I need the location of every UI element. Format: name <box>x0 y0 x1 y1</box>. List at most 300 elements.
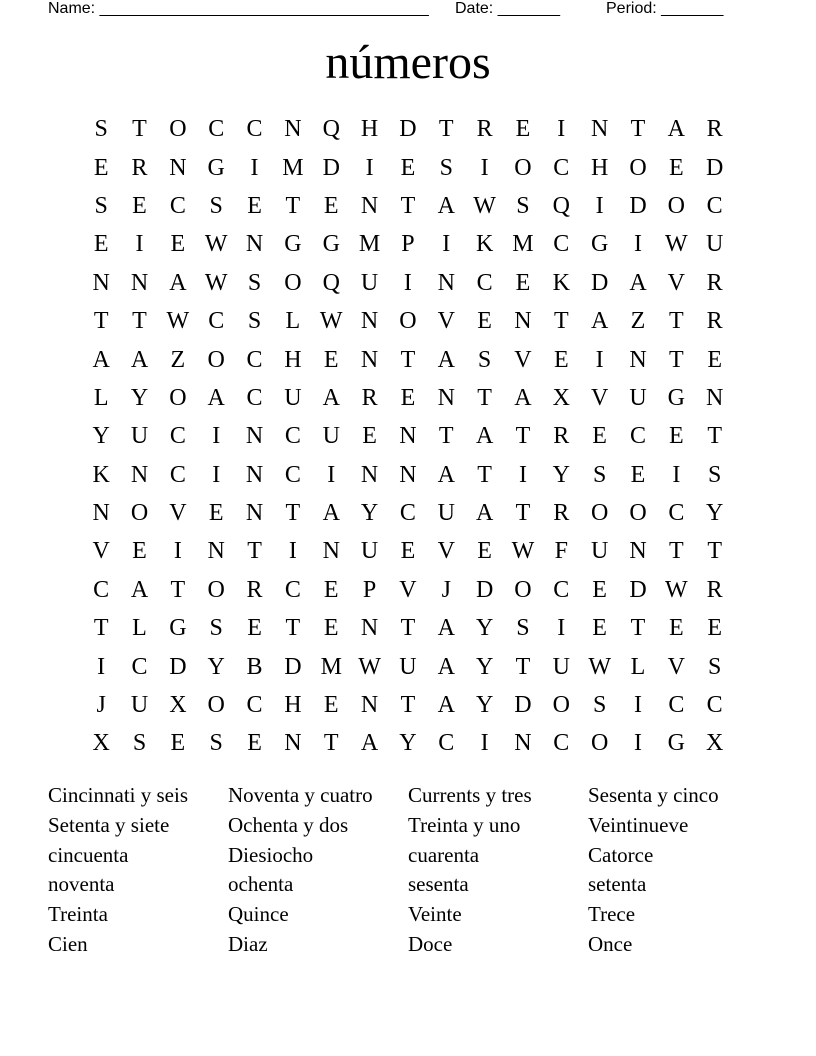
grid-letter: Y <box>475 653 494 680</box>
grid-letter: D <box>590 269 609 296</box>
grid-letter: U <box>130 692 149 719</box>
word-bank-item: Quince <box>228 902 289 927</box>
grid-letter: T <box>438 116 454 143</box>
grid-letter: S <box>209 615 223 642</box>
grid-letter: T <box>707 538 722 565</box>
period-field-label: Period: _______ <box>606 0 724 17</box>
grid-letter: V <box>667 269 685 296</box>
grid-letter: I <box>173 538 182 565</box>
grid-letter: M <box>358 231 381 258</box>
word-bank-item: Currents y tres <box>408 783 532 807</box>
grid-letter: N <box>360 461 379 488</box>
grid-letter: E <box>323 346 339 373</box>
grid-letter: C <box>246 384 263 411</box>
grid-letter: I <box>288 538 297 565</box>
grid-letter: K <box>475 231 494 258</box>
grid-row <box>82 379 734 417</box>
grid-letter: I <box>595 192 604 219</box>
grid-letter: Y <box>207 653 225 680</box>
grid-letter: C <box>246 692 263 719</box>
word-bank-item: Treinta y uno <box>408 812 521 837</box>
grid-letter: W <box>665 576 688 603</box>
grid-letter: Q <box>552 192 570 219</box>
grid-letter: V <box>590 384 609 411</box>
grid-letter: O <box>629 154 647 181</box>
word-bank-item: Ochenta y dos <box>228 812 349 837</box>
grid-letter: D <box>169 653 187 680</box>
grid-letter: C <box>284 461 301 488</box>
grid-letter: X <box>169 692 187 719</box>
grid-letter: A <box>590 308 609 335</box>
grid-letter: J <box>96 692 106 719</box>
grid-letter: H <box>590 154 609 181</box>
grid-letter: G <box>667 730 685 757</box>
grid-row <box>82 264 734 302</box>
grid-letter: Y <box>399 730 417 757</box>
word-bank-item: Trece <box>588 902 636 927</box>
grid-letter: N <box>360 192 379 219</box>
grid-letter: V <box>169 500 187 527</box>
grid-letter: T <box>323 730 339 757</box>
grid-letter: O <box>207 576 225 603</box>
grid-letter: R <box>706 116 723 143</box>
grid-letter: N <box>92 500 110 527</box>
grid-letter: M <box>282 154 304 181</box>
grid-letter: U <box>629 384 647 411</box>
grid-letter: I <box>442 231 451 258</box>
grid-letter: C <box>169 192 186 219</box>
grid-letter: A <box>437 192 455 219</box>
grid-letter: E <box>592 615 607 642</box>
grid-letter: Y <box>92 423 110 450</box>
grid-letter: E <box>247 192 262 219</box>
grid-letter: R <box>246 576 263 603</box>
grid-letter: R <box>361 384 378 411</box>
grid-letter: W <box>665 231 688 258</box>
grid-letter: N <box>322 538 340 565</box>
word-bank-item: Veintinueve <box>588 812 689 837</box>
grid-letter: U <box>130 423 149 450</box>
grid-letter: C <box>553 730 570 757</box>
grid-letter: D <box>322 154 340 181</box>
grid-letter: N <box>399 461 417 488</box>
grid-letter: E <box>707 615 722 642</box>
grid-letter: E <box>323 615 339 642</box>
grid-letter: T <box>477 461 492 488</box>
grid-letter: B <box>246 653 263 680</box>
grid-letter: S <box>707 653 722 680</box>
grid-letter: C <box>284 423 301 450</box>
grid-letter: T <box>477 384 492 411</box>
grid-letter: Y <box>475 615 494 642</box>
grid-letter: C <box>399 500 416 527</box>
grid-letter: L <box>630 653 646 680</box>
grid-letter: L <box>285 308 301 335</box>
grid-letter: E <box>477 308 492 335</box>
word-bank-item: Diaz <box>228 931 268 956</box>
grid-letter: A <box>322 384 340 411</box>
word-bank-item: Doce <box>408 931 453 956</box>
grid-letter: N <box>360 308 379 335</box>
grid-letter: A <box>437 653 455 680</box>
grid-letter: D <box>514 692 532 719</box>
grid-letter: N <box>92 269 110 296</box>
grid-letter: X <box>552 384 570 411</box>
grid-letter: C <box>169 423 186 450</box>
grid-row <box>82 571 734 609</box>
grid-letter: H <box>284 692 302 719</box>
page-title: números <box>325 36 491 89</box>
grid-letter: U <box>706 231 724 258</box>
grid-letter: V <box>514 346 532 373</box>
grid-letter: I <box>633 231 642 258</box>
grid-letter: I <box>633 730 642 757</box>
grid-letter: E <box>592 576 607 603</box>
word-bank-item: setenta <box>588 872 647 897</box>
grid-letter: O <box>667 192 685 219</box>
grid-letter: F <box>554 538 568 565</box>
grid-letter: G <box>322 231 340 258</box>
grid-letter: U <box>322 423 340 450</box>
grid-letter: E <box>515 269 531 296</box>
grid-letter: N <box>245 423 264 450</box>
grid-letter: E <box>247 730 262 757</box>
grid-letter: T <box>668 538 684 565</box>
grid-letter: O <box>514 576 532 603</box>
grid-letter: A <box>207 384 225 411</box>
grid-letter: I <box>365 154 374 181</box>
grid-letter: O <box>169 116 187 143</box>
grid-letter: G <box>284 231 302 258</box>
grid-letter: C <box>553 154 570 181</box>
grid-letter: O <box>207 346 225 373</box>
grid-letter: N <box>245 231 264 258</box>
grid-letter: C <box>706 192 723 219</box>
grid-letter: C <box>629 423 646 450</box>
grid-letter: N <box>130 461 149 488</box>
grid-letter: E <box>553 346 569 373</box>
grid-letter: Z <box>170 346 186 373</box>
grid-letter: L <box>132 615 147 642</box>
grid-letter: A <box>322 500 340 527</box>
grid-letter: O <box>514 154 532 181</box>
grid-letter: Y <box>552 461 570 488</box>
grid-row <box>82 417 734 455</box>
grid-letter: N <box>284 730 302 757</box>
grid-letter: E <box>362 423 377 450</box>
grid-letter: W <box>358 653 381 680</box>
grid-letter: M <box>512 231 534 258</box>
grid-row <box>82 148 734 186</box>
grid-letter: T <box>400 692 416 719</box>
grid-letter: O <box>629 500 647 527</box>
grid-letter: R <box>706 269 723 296</box>
grid-letter: V <box>399 576 417 603</box>
grid-letter: I <box>672 461 681 488</box>
grid-letter: N <box>360 346 379 373</box>
grid-letter: N <box>590 116 609 143</box>
grid-letter: P <box>401 231 415 258</box>
grid-letter: G <box>590 231 609 258</box>
grid-letter: C <box>284 576 301 603</box>
grid-letter: T <box>630 116 646 143</box>
grid-letter: T <box>400 346 416 373</box>
grid-letter: W <box>166 308 190 335</box>
grid-letter: E <box>323 576 339 603</box>
grid-row <box>82 110 734 148</box>
word-bank-item: Setenta y siete <box>48 812 170 837</box>
grid-letter: W <box>511 538 535 565</box>
grid-letter: U <box>360 538 379 565</box>
grid-letter: A <box>437 615 455 642</box>
grid-letter: T <box>515 423 531 450</box>
grid-letter: E <box>668 154 684 181</box>
grid-letter: N <box>169 154 187 181</box>
grid-letter: I <box>212 423 221 450</box>
grid-letter: R <box>476 116 493 143</box>
grid-letter: E <box>668 615 684 642</box>
grid-letter: U <box>590 538 609 565</box>
grid-letter: C <box>668 692 685 719</box>
grid-letter: A <box>514 384 532 411</box>
word-bank-item: Once <box>588 931 633 956</box>
grid-letter: E <box>247 615 262 642</box>
word-bank-item: Noventa y cuatro <box>228 783 373 807</box>
grid-letter: I <box>135 231 144 258</box>
grid-letter: C <box>553 576 570 603</box>
grid-letter: E <box>132 538 147 565</box>
grid-letter: T <box>132 308 147 335</box>
grid-letter: N <box>245 500 264 527</box>
grid-letter: U <box>284 384 302 411</box>
grid-letter: A <box>629 269 647 296</box>
grid-letter: Y <box>130 384 149 411</box>
grid-letter: I <box>518 461 527 488</box>
grid-letter: N <box>399 423 417 450</box>
grid-letter: I <box>557 615 566 642</box>
grid-letter: T <box>285 500 301 527</box>
grid-letter: N <box>207 538 225 565</box>
grid-letter: A <box>92 346 110 373</box>
grid-letter: G <box>169 615 187 642</box>
grid-letter: E <box>208 500 224 527</box>
grid-letter: T <box>515 653 531 680</box>
grid-letter: E <box>707 346 722 373</box>
grid-letter: E <box>630 461 646 488</box>
grid-letter: O <box>207 692 225 719</box>
grid-letter: R <box>553 500 570 527</box>
grid-letter: S <box>247 308 262 335</box>
grid-letter: A <box>130 346 149 373</box>
grid-letter: L <box>93 384 109 411</box>
grid-letter: H <box>360 116 379 143</box>
grid-letter: Z <box>630 308 646 335</box>
grid-letter: R <box>706 308 723 335</box>
grid-letter: I <box>480 154 489 181</box>
word-bank-item: cuarenta <box>408 842 480 867</box>
grid-letter: A <box>475 423 494 450</box>
word-bank-item: Sesenta y cinco <box>588 783 719 807</box>
grid-letter: Y <box>475 692 494 719</box>
grid-letter: T <box>285 615 301 642</box>
grid-letter: C <box>208 308 225 335</box>
grid-letter: S <box>94 116 108 143</box>
grid-letter: G <box>207 154 225 181</box>
grid-row <box>82 456 734 494</box>
grid-letter: A <box>130 576 149 603</box>
grid-letter: S <box>439 154 453 181</box>
grid-letter: W <box>204 231 228 258</box>
grid-letter: E <box>93 154 109 181</box>
grid-letter: A <box>667 116 685 143</box>
grid-letter: C <box>476 269 493 296</box>
grid-letter: D <box>629 576 647 603</box>
grid-letter: S <box>592 461 607 488</box>
grid-letter: T <box>515 500 531 527</box>
grid-row <box>82 187 734 225</box>
grid-letter: K <box>92 461 110 488</box>
word-bank-item: Veinte <box>408 902 462 927</box>
grid-letter: C <box>553 231 570 258</box>
grid-letter: U <box>437 500 455 527</box>
grid-letter: I <box>250 154 259 181</box>
grid-letter: E <box>132 192 147 219</box>
grid-letter: J <box>441 576 451 603</box>
grid-letter: N <box>514 730 532 757</box>
grid-letter: W <box>204 269 228 296</box>
grid-letter: C <box>246 346 263 373</box>
grid-letter: I <box>212 461 221 488</box>
grid-letter: O <box>130 500 149 527</box>
grid-letter: A <box>437 461 455 488</box>
grid-letter: I <box>403 269 412 296</box>
grid-letter: Y <box>360 500 379 527</box>
grid-letter: S <box>209 192 223 219</box>
grid-letter: U <box>552 653 570 680</box>
worksheet-header <box>48 0 748 20</box>
grid-row <box>82 340 734 378</box>
grid-letter: I <box>633 692 642 719</box>
grid-letter: T <box>630 615 646 642</box>
word-bank-item: Diesiocho <box>228 842 314 867</box>
grid-letter: R <box>131 154 148 181</box>
grid-letter: A <box>169 269 187 296</box>
grid-letter: O <box>590 500 609 527</box>
grid-letter: C <box>706 692 723 719</box>
grid-letter: E <box>668 423 684 450</box>
grid-letter: V <box>92 538 110 565</box>
grid-letter: O <box>169 384 187 411</box>
grid-letter: U <box>360 269 379 296</box>
grid-letter: R <box>553 423 570 450</box>
grid-letter: E <box>400 538 416 565</box>
grid-letter: C <box>438 730 455 757</box>
word-bank-item: ochenta <box>228 872 294 897</box>
grid-letter: O <box>590 730 609 757</box>
grid-row <box>82 609 734 647</box>
grid-letter: C <box>208 116 225 143</box>
grid-letter: I <box>327 461 336 488</box>
grid-row <box>82 647 734 685</box>
grid-letter: V <box>437 538 455 565</box>
grid-letter: T <box>285 192 301 219</box>
grid-letter: A <box>437 692 455 719</box>
grid-letter: D <box>284 653 302 680</box>
grid-letter: E <box>477 538 492 565</box>
grid-letter: T <box>707 423 722 450</box>
grid-row <box>82 686 734 724</box>
grid-letter: A <box>437 346 455 373</box>
word-bank-item: Catorce <box>588 842 654 867</box>
grid-letter: G <box>667 384 685 411</box>
word-bank-item: noventa <box>48 872 115 897</box>
grid-letter: N <box>130 269 149 296</box>
grid-letter: X <box>92 730 110 757</box>
grid-letter: U <box>399 653 417 680</box>
grid-letter: I <box>595 346 604 373</box>
grid-letter: X <box>706 730 724 757</box>
grid-letter: W <box>473 192 496 219</box>
grid-letter: S <box>707 461 722 488</box>
grid-letter: A <box>475 500 494 527</box>
grid-letter: S <box>516 615 530 642</box>
grid-letter: V <box>667 653 685 680</box>
word-bank-item: Treinta <box>48 902 108 927</box>
grid-letter: N <box>245 461 264 488</box>
grid-letter: C <box>169 461 186 488</box>
word-bank <box>48 780 768 959</box>
word-bank-item: sesenta <box>408 872 469 897</box>
grid-row <box>82 532 734 570</box>
grid-letter: C <box>93 576 110 603</box>
grid-letter: N <box>629 538 647 565</box>
grid-letter: S <box>592 692 607 719</box>
grid-letter: A <box>360 730 379 757</box>
grid-letter: N <box>514 308 532 335</box>
word-bank-item: cincuenta <box>48 842 129 867</box>
grid-letter: E <box>400 154 416 181</box>
grid-letter: N <box>437 269 455 296</box>
grid-letter: S <box>247 269 262 296</box>
grid-letter: R <box>706 576 723 603</box>
grid-letter: W <box>588 653 611 680</box>
grid-letter: E <box>515 116 531 143</box>
grid-letter: S <box>209 730 223 757</box>
grid-letter: N <box>360 615 379 642</box>
grid-letter: E <box>323 192 339 219</box>
grid-letter: T <box>170 576 186 603</box>
grid-letter: T <box>438 423 454 450</box>
word-bank-item: Cincinnati y seis <box>48 783 188 807</box>
grid-letter: T <box>247 538 262 565</box>
grid-letter: T <box>132 116 147 143</box>
grid-letter: E <box>170 231 186 258</box>
grid-letter: C <box>246 116 263 143</box>
grid-letter: C <box>668 500 685 527</box>
grid-row <box>82 494 734 532</box>
grid-letter: I <box>557 116 566 143</box>
grid-letter: D <box>706 154 724 181</box>
grid-letter: N <box>360 692 379 719</box>
grid-letter: I <box>97 653 106 680</box>
grid-letter: D <box>475 576 494 603</box>
grid-letter: I <box>480 730 489 757</box>
grid-letter: S <box>132 730 147 757</box>
grid-letter: T <box>93 615 109 642</box>
grid-letter: E <box>592 423 607 450</box>
grid-letter: M <box>320 653 342 680</box>
grid-letter: S <box>94 192 108 219</box>
